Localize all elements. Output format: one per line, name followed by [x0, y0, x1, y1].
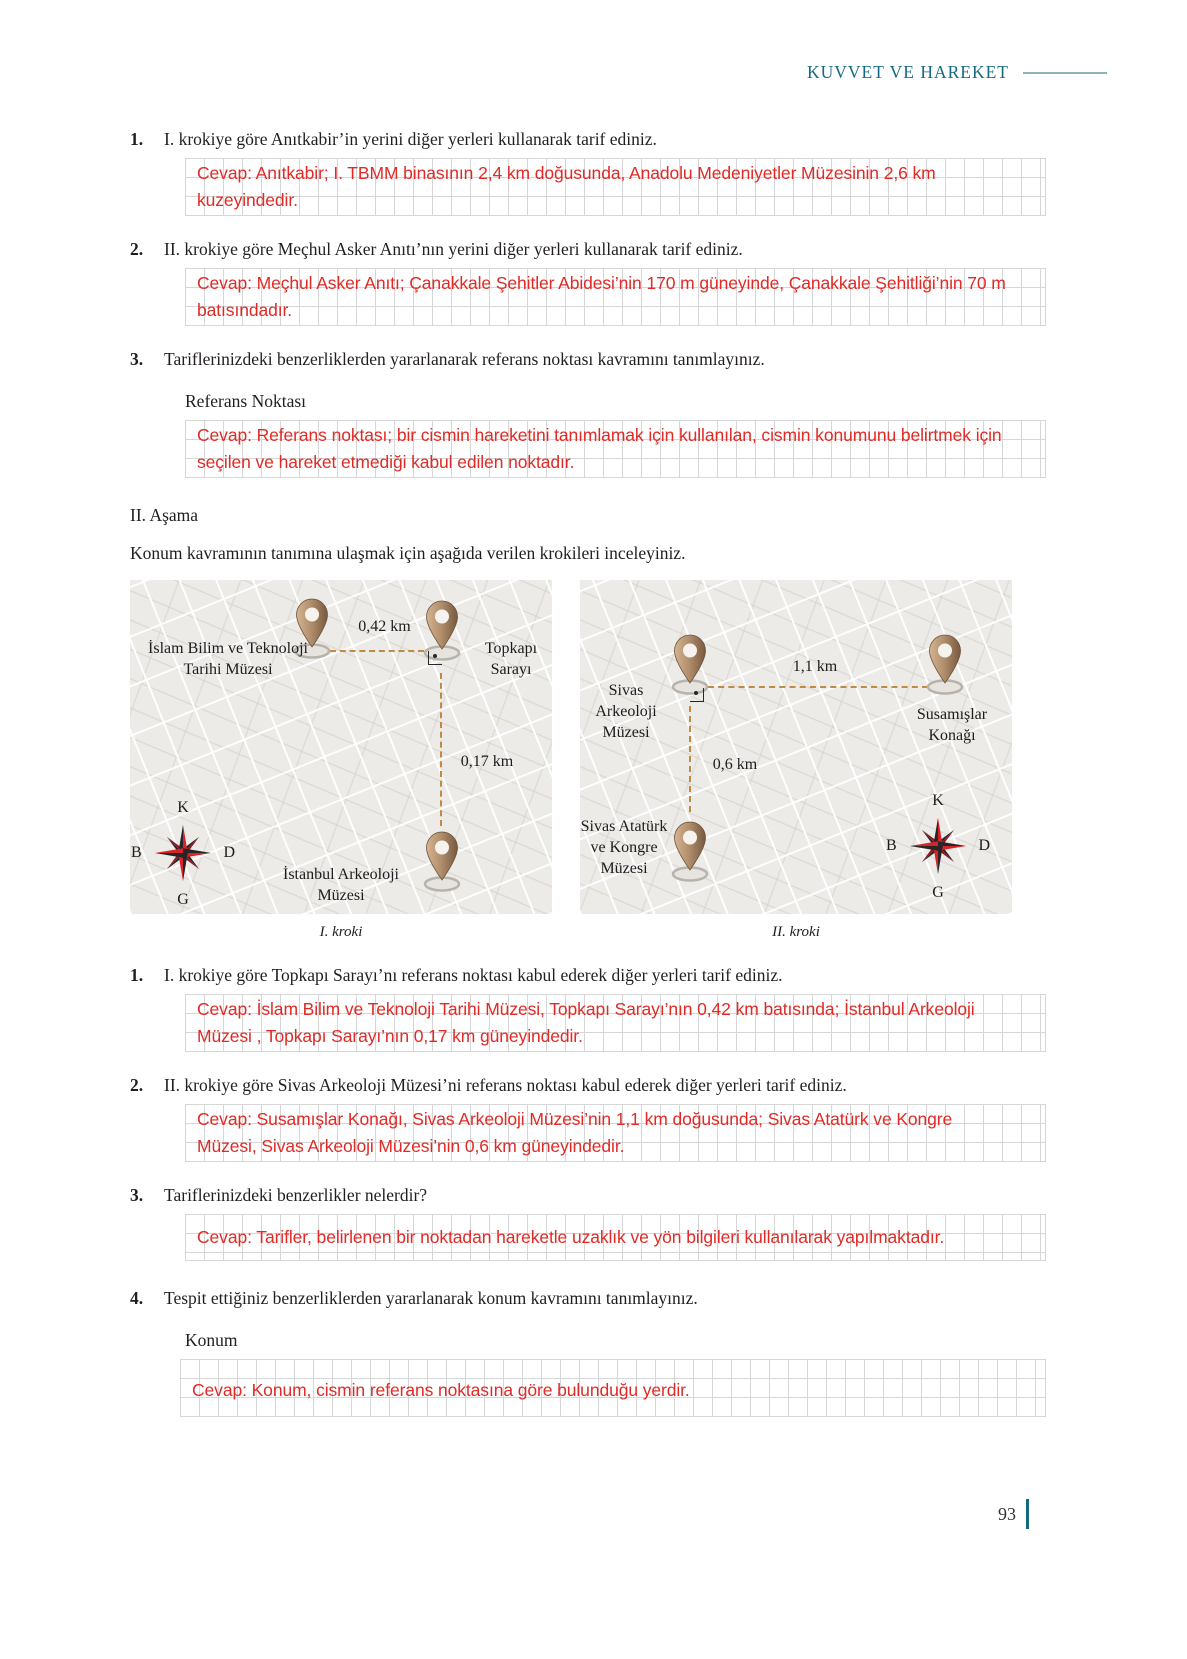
question-number: 4. [130, 1288, 144, 1308]
question-5 [130, 1074, 1047, 1096]
map2-figure [580, 580, 1012, 942]
page-number: 93 [998, 1503, 1016, 1524]
map-pin-sivas-arkeoloji [668, 632, 712, 696]
question-text: I. krokiye göre Topkapı Sarayı’nı referans noktası kabul ederek diğer yerleri tarif ediniz. [164, 965, 783, 985]
answer-text: kuzeyindedir. [197, 190, 298, 210]
answer-text: Müzesi, Sivas Arkeoloji Müzesi’nin 0,6 km güneyindedir. [197, 1136, 625, 1156]
distance-label-vertical: 0,6 km [712, 756, 758, 773]
distance-label-horizontal: 1,1 km [792, 658, 838, 675]
question-number: 1. [130, 129, 144, 149]
compass-east-label: D [978, 837, 990, 854]
answer-text: Cevap: İslam Bilim ve Teknoloji Tarihi Müzesi, Topkapı Sarayı’nın 0,42 km batısında; İstanbul Arkeoloji [197, 999, 975, 1019]
question-4 [130, 964, 1047, 986]
map-pin-sivas-ataturk [668, 819, 712, 883]
question-text: Tariflerinizdeki benzerliklerden yararlanarak referans noktası kavramını tanımlayınız. [164, 349, 765, 369]
header-rule [1023, 72, 1107, 74]
question-text: II. krokiye göre Meçhul Asker Anıtı’nın yerini diğer yerleri kullanarak tarif ediniz. [164, 239, 743, 259]
subheading-konum: Konum [185, 1330, 238, 1350]
question-number: 2. [130, 239, 144, 259]
map-pin-susamislar [923, 632, 967, 696]
map2-caption: II. kroki [772, 924, 820, 940]
map1-istanbul [130, 580, 552, 914]
question-3 [130, 348, 1047, 370]
distance-line-horizontal [330, 650, 424, 652]
answer-text: Cevap: Meçhul Asker Anıtı; Çanakkale Şehitler Abidesi’nin 170 m güneyinde, Çanakkale Şehitliği’nin 70 m [197, 273, 1006, 293]
place-label-topkapi: Topkapı Sarayı [484, 640, 538, 678]
page-footer [998, 1499, 1029, 1529]
place-label-susamislar: Susamışlar Konağı [916, 706, 988, 744]
compass-star-icon [153, 823, 213, 883]
question-1 [130, 128, 1047, 150]
answer-text: Cevap: Susamışlar Konağı, Sivas Arkeoloji Müzesi’nin 1,1 km doğusunda; Sivas Atatürk ve Kongre [197, 1109, 953, 1129]
compass-west-label: B [131, 844, 142, 861]
map-pin-istanbul-arkeoloji [420, 829, 464, 893]
distance-line-horizontal [708, 686, 928, 688]
distance-label-horizontal: 0,42 km [358, 618, 411, 635]
answer-area-7 [180, 1359, 1046, 1417]
place-label-sivas-ataturk: Sivas Atatürk ve Kongre Müzesi [580, 818, 668, 877]
compass-north-label: K [932, 792, 944, 809]
map1-figure [130, 580, 552, 942]
distance-line-vertical [440, 673, 442, 826]
answer-area-2 [185, 268, 1046, 326]
answer-text: Cevap: Anıtkabir; I. TBMM binasının 2,4 km doğusunda, Anadolu Medeniyetler Müzesinin 2,6 km [197, 163, 936, 183]
compass-west-label: B [886, 837, 897, 854]
answer-text: seçilen ve hareket etmediği kabul edilen noktadır. [197, 452, 575, 472]
maps-row [130, 580, 1047, 942]
stage-title: II. Aşama [130, 505, 199, 525]
answer-text: Cevap: Referans noktası; bir cismin hareketini tanımlamak için kullanılan, cismin konumunu belirtmek için [197, 425, 1002, 445]
place-label-sivas-arkeoloji: Sivas Arkeoloji Müzesi [595, 682, 657, 741]
compass-east-label: D [223, 844, 235, 861]
map1-caption: I. kroki [319, 924, 363, 940]
answer-area-6 [185, 1214, 1046, 1261]
page-content [130, 118, 1047, 1417]
subheading-referans-noktasi: Referans Noktası [185, 391, 307, 411]
compass-south-label: G [177, 891, 189, 908]
answer-text: batısındadır. [197, 300, 293, 320]
question-6 [130, 1184, 1047, 1206]
question-text: Tariflerinizdeki benzerlikler nelerdir? [164, 1185, 428, 1205]
compass-south-label: G [932, 884, 944, 901]
question-text: Tespit ettiğiniz benzerliklerden yararlanarak konum kavramını tanımlayınız. [164, 1288, 698, 1308]
question-number: 1. [130, 965, 144, 985]
chapter-header [807, 62, 1107, 83]
question-number: 3. [130, 1185, 144, 1205]
question-7 [130, 1287, 1047, 1309]
stage-intro: Konum kavramının tanımına ulaşmak için aşağıda verilen krokileri inceleyiniz. [130, 543, 686, 563]
question-text: II. krokiye göre Sivas Arkeoloji Müzesi’ni referans noktası kabul ederek diğer yerleri tarif ediniz. [164, 1075, 847, 1095]
map2-sivas [580, 580, 1012, 914]
distance-label-vertical: 0,17 km [460, 753, 514, 770]
answer-area-4 [185, 994, 1046, 1052]
place-label-islam-bilim: İslam Bilim ve Teknoloji Tarihi Müzesi [148, 640, 308, 678]
answer-area-1 [185, 158, 1046, 216]
answer-area-3 [185, 420, 1046, 478]
answer-text: Müzesi , Topkapı Sarayı’nın 0,17 km güneyindedir. [197, 1026, 583, 1046]
compass-north-label: K [177, 799, 189, 816]
right-angle-marker [428, 651, 442, 665]
answer-text: Cevap: Tarifler, belirlenen bir noktadan hareketle uzaklık ve yön bilgileri kullanılarak yapılmaktadır. [197, 1227, 945, 1247]
question-number: 3. [130, 349, 144, 369]
compass-rose [131, 799, 235, 908]
compass-star-icon [908, 816, 968, 876]
question-text: I. krokiye göre Anıtkabir’in yerini diğer yerleri kullanarak tarif ediniz. [164, 129, 657, 149]
compass-rose [886, 792, 990, 901]
answer-area-5 [185, 1104, 1046, 1162]
question-2 [130, 238, 1047, 260]
place-label-istanbul-arkeoloji: İstanbul Arkeoloji Müzesi [283, 866, 399, 904]
right-angle-marker [690, 688, 704, 702]
footer-accent-bar [1026, 1499, 1029, 1529]
chapter-title: KUVVET VE HAREKET [806, 62, 1009, 82]
question-number: 2. [130, 1075, 144, 1095]
distance-line-vertical [689, 706, 691, 812]
answer-text: Cevap: Konum, cismin referans noktasına göre bulunduğu yerdir. [192, 1380, 690, 1400]
